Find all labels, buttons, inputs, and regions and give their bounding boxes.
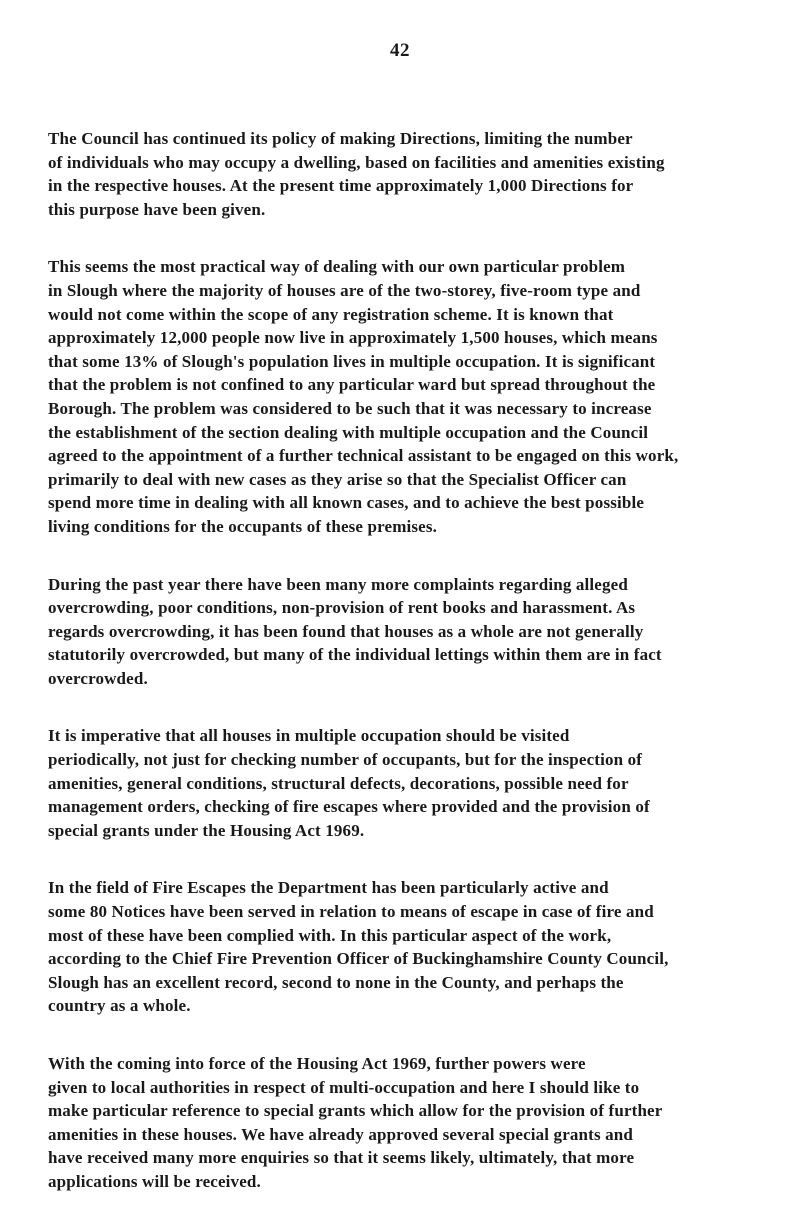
paragraph	[48, 127, 748, 221]
body-text	[48, 127, 748, 1228]
text-line: It is imperative that all houses in multiple occupation should be visited	[48, 726, 570, 746]
text-line: In the field of Fire Escapes the Department has been particularly active and	[48, 878, 609, 898]
text-line: in Slough where the majority of houses are of the two-storey, five-room type and	[48, 280, 641, 300]
text-line: the establishment of the section dealing with multiple occupation and the Council	[48, 422, 649, 442]
text-line: special grants under the Housing Act 1969.	[48, 820, 365, 840]
text-line: statutorily overcrowded, but many of the individual lettings within them are in fact	[48, 645, 662, 665]
text-line: Slough has an excellent record, second to none in the County, and perhaps the	[48, 972, 624, 992]
text-line: overcrowded.	[48, 668, 148, 688]
text-line: some 80 Notices have been served in relation to means of escape in case of fire and	[48, 902, 654, 922]
page-number: 42	[390, 40, 410, 61]
text-line: according to the Chief Fire Prevention Officer of Buckinghamshire County Council,	[48, 949, 669, 969]
text-line: make particular reference to special grants which allow for the provision of further	[48, 1101, 663, 1121]
text-line: that some 13% of Slough's population lives in multiple occupation. It is significant	[48, 351, 656, 371]
text-line: overcrowding, poor conditions, non-provision of rent books and harassment. As	[48, 598, 636, 618]
text-line: would not come within the scope of any registration scheme. It is known that	[48, 304, 614, 324]
text-line: Borough. The problem was considered to be such that it was necessary to increase	[48, 398, 652, 418]
text-line: primarily to deal with new cases as they arise so that the Specialist Officer can	[48, 469, 627, 489]
text-line: agreed to the appointment of a further technical assistant to be engaged on this work,	[48, 446, 679, 466]
text-line: The Council has continued its policy of making Directions, limiting the number	[48, 129, 633, 148]
text-line: With the coming into force of the Housing Act 1969, further powers were	[48, 1054, 586, 1073]
text-line: periodically, not just for checking number of occupants, but for the inspection of	[48, 750, 643, 770]
text-line: This seems the most practical way of dealing with our own particular problem	[48, 257, 626, 277]
text-line: have received many more enquiries so that it seems likely, ultimately, that more	[48, 1148, 635, 1168]
text-line: of individuals who may occupy a dwelling, based on facilities and amenities existing	[48, 152, 665, 172]
paragraph	[48, 724, 748, 842]
text-line: During the past year there have been many more complaints regarding alleged	[48, 574, 628, 594]
paragraph	[48, 1052, 748, 1194]
text-line: amenities, general conditions, structural defects, decorations, possible need for	[48, 773, 629, 793]
text-line: amenities in these houses. We have already approved several special grants and	[48, 1124, 633, 1144]
text-line: spend more time in dealing with all known cases, and to achieve the best possible	[48, 493, 645, 513]
text-line: regards overcrowding, it has been found that houses as a whole are not generally	[48, 621, 644, 641]
text-line: in the respective houses. At the present time approximately 1,000 Directions for	[48, 176, 634, 196]
text-line: given to local authorities in respect of multi-occupation and here I should like to	[48, 1077, 640, 1097]
text-line: this purpose have been given.	[48, 199, 266, 219]
paragraph	[48, 876, 748, 1018]
text-line: that the problem is not confined to any particular ward but spread throughout the	[48, 375, 656, 395]
text-line: management orders, checking of fire escapes where provided and the provision of	[48, 797, 650, 817]
text-line: living conditions for the occupants of these premises.	[48, 516, 438, 536]
paragraph	[48, 255, 748, 538]
text-line: country as a whole.	[48, 996, 191, 1016]
text-line: applications will be received.	[48, 1171, 261, 1191]
paragraph	[48, 573, 748, 691]
text-line: most of these have been complied with. In this particular aspect of the work,	[48, 925, 612, 945]
text-line: approximately 12,000 people now live in approximately 1,500 houses, which means	[48, 328, 658, 348]
